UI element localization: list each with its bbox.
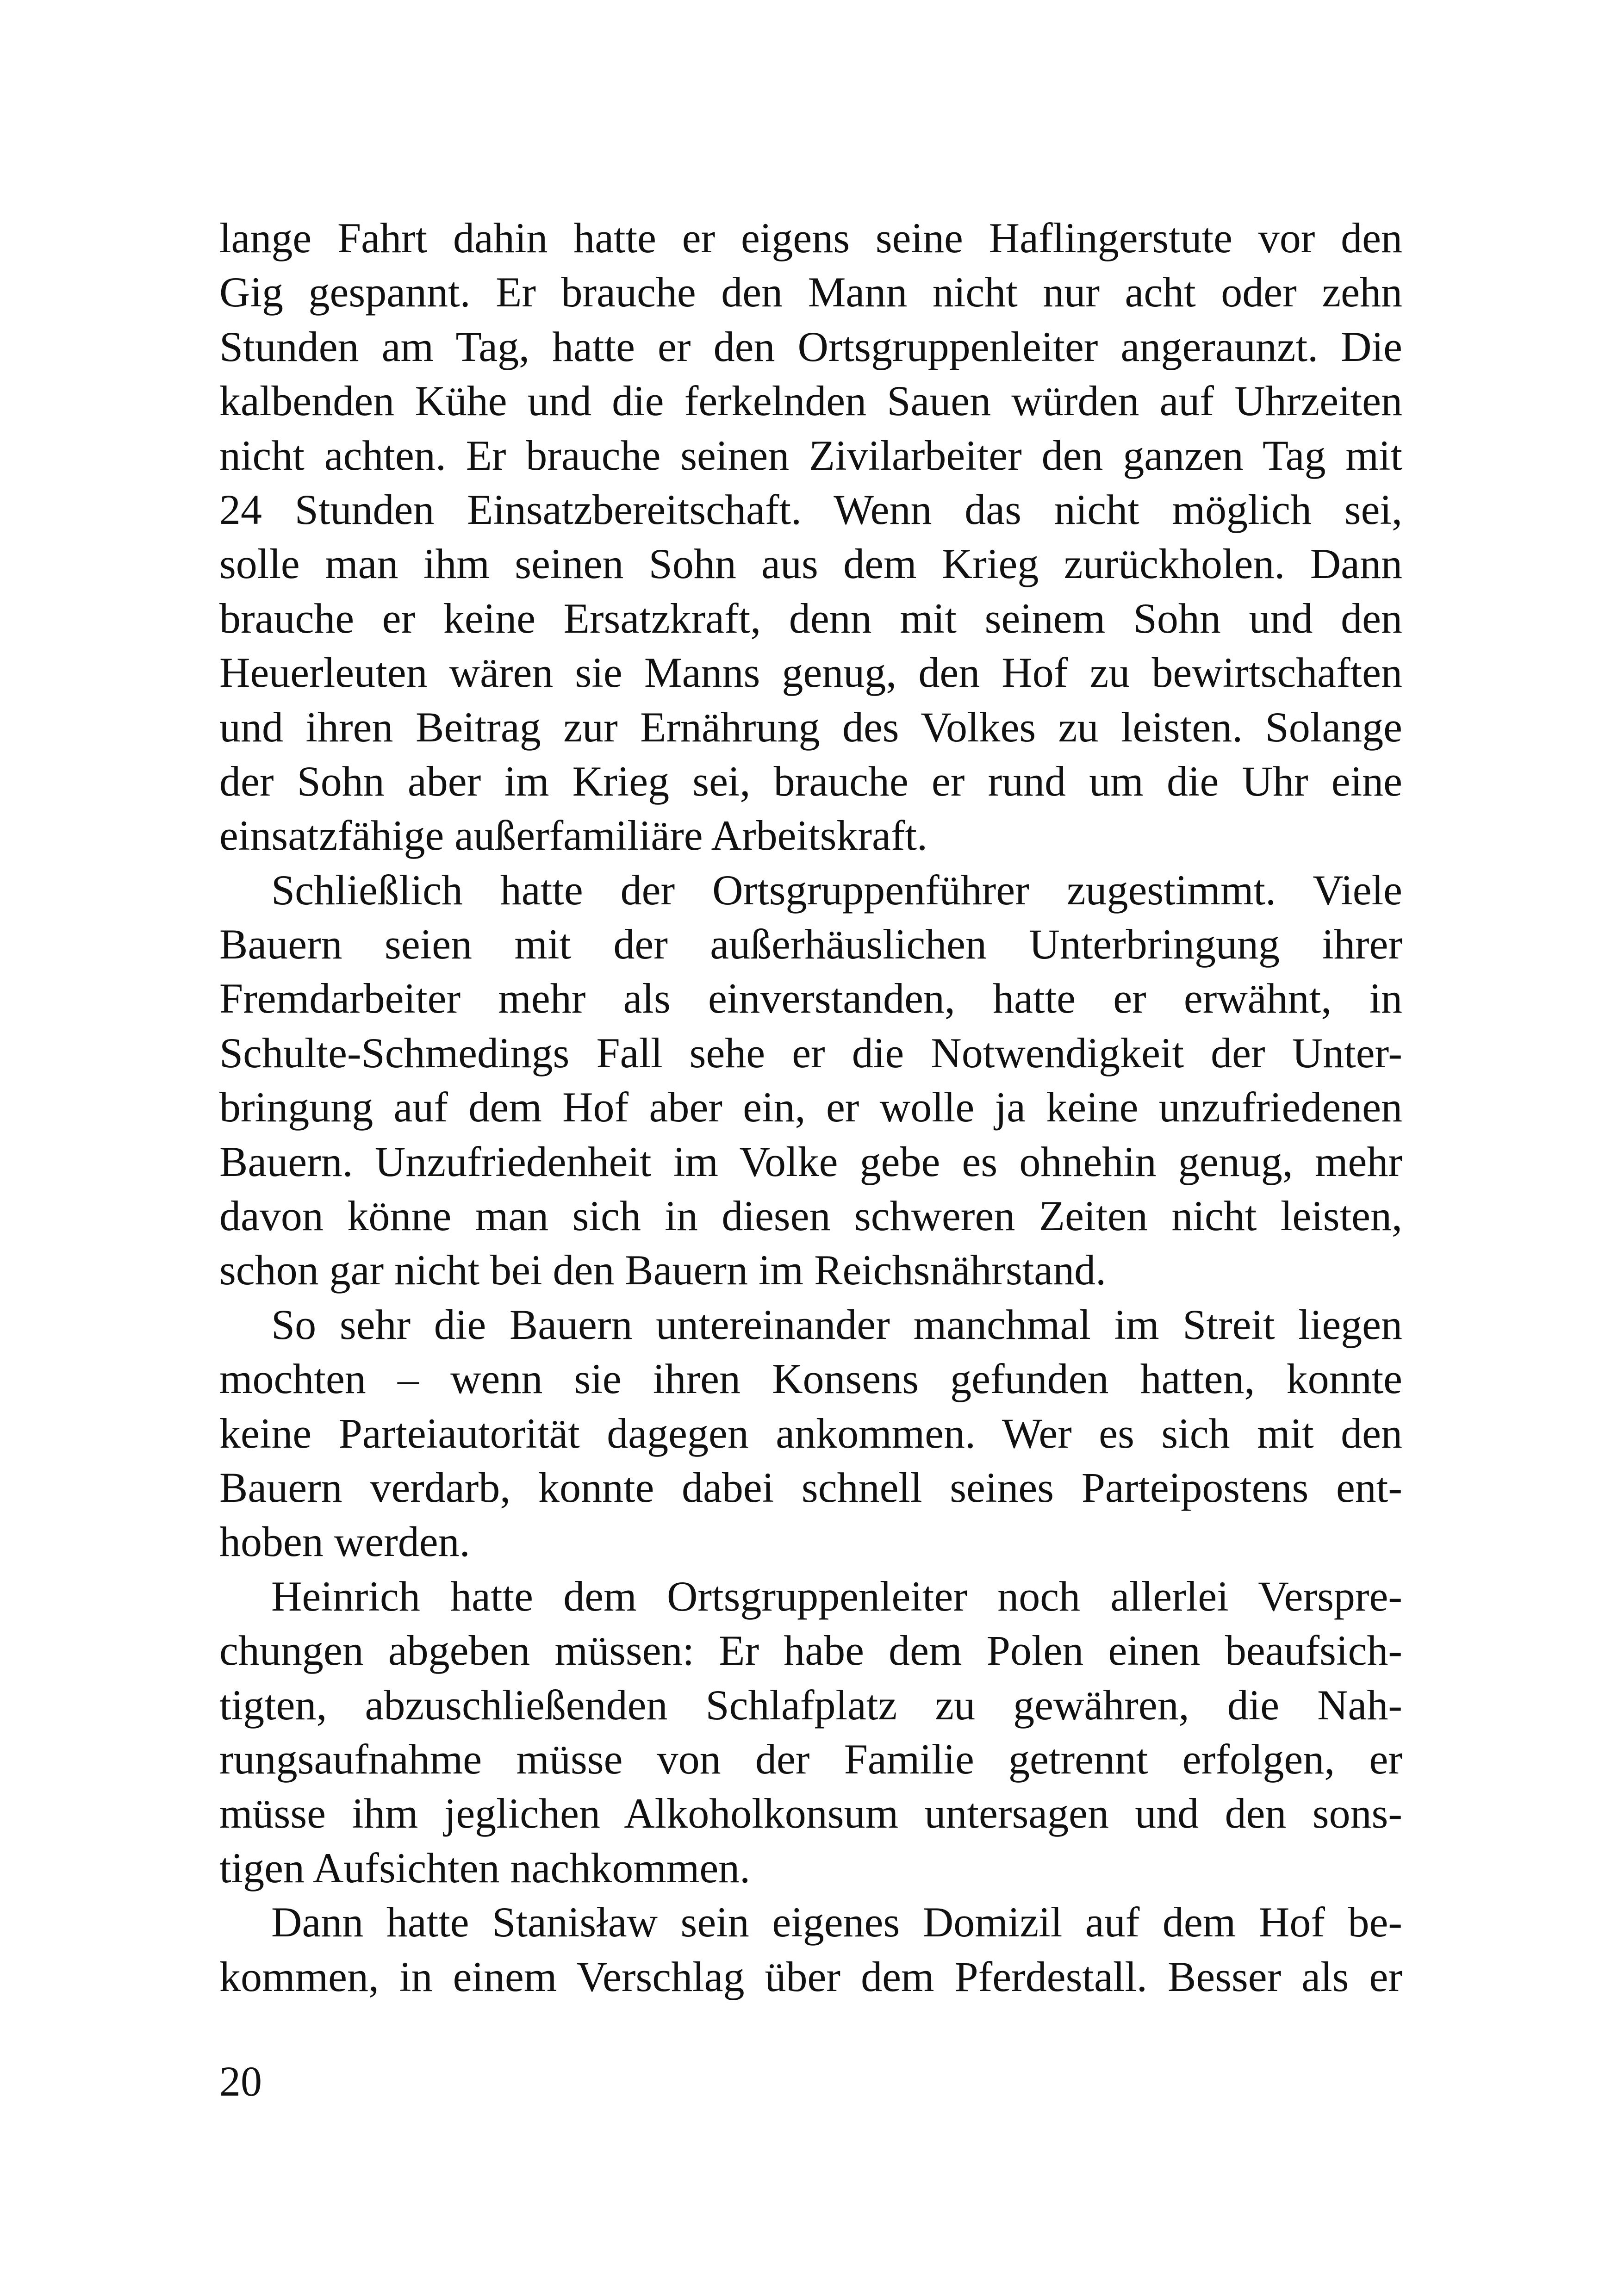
text-line: Heuerleuten wären sie Manns genug, den Hof zu bewirtschaften xyxy=(219,649,1402,697)
text-line: chungen abgeben müssen: Er habe dem Polen einen beaufsich- xyxy=(219,1627,1402,1674)
text-line: kalbenden Kühe und die ferkelnden Sauen würden auf Uhrzeiten xyxy=(219,377,1402,425)
text-line: 24 Stunden Einsatzbereitschaft. Wenn das nicht möglich sei, xyxy=(219,485,1402,533)
text-line: rungsaufnahme müsse von der Familie getrennt erfolgen, er xyxy=(219,1735,1402,1783)
text-line: solle man ihm seinen Sohn aus dem Krieg zurückholen. Dann xyxy=(219,540,1402,588)
text-line: nicht achten. Er brauche seinen Zivilarbeiter den ganzen Tag mit xyxy=(219,431,1402,479)
text-line: Gig gespannt. Er brauche den Mann nicht nur acht oder zehn xyxy=(219,268,1402,316)
text-line: einsatzfähige außerfamiliäre Arbeitskraft. xyxy=(219,812,928,859)
text-line: Dann hatte Stanisław sein eigenes Domizil auf dem Hof be- xyxy=(271,1898,1402,1946)
text-line: Bauern. Unzufriedenheit im Volke gebe es ohnehin genug, mehr xyxy=(219,1138,1402,1185)
text-line: müsse ihm jeglichen Alkoholkonsum untersagen und den sons- xyxy=(219,1790,1402,1837)
text-line: tigten, abzuschließenden Schlafplatz zu gewähren, die Nah- xyxy=(219,1681,1402,1729)
text-line: und ihren Beitrag zur Ernährung des Volkes zu leisten. Solange xyxy=(219,703,1402,751)
text-line: der Sohn aber im Krieg sei, brauche er rund um die Uhr eine xyxy=(219,757,1402,805)
text-line: kommen, in einem Verschlag über dem Pferdestall. Besser als er xyxy=(219,1953,1402,2000)
text-line: bringung auf dem Hof aber ein, er wolle ja keine unzufriedenen xyxy=(219,1083,1402,1131)
text-line: Fremdarbeiter mehr als einverstanden, hatte er erwähnt, in xyxy=(219,975,1402,1022)
text-line: Bauern seien mit der außerhäuslichen Unterbringung ihrer xyxy=(219,921,1402,968)
text-line: Bauern verdarb, konnte dabei schnell seines Parteipostens ent- xyxy=(219,1463,1402,1511)
paragraph xyxy=(219,1895,1402,2004)
text-line: lange Fahrt dahin hatte er eigens seine Haflingerstute vor den xyxy=(219,214,1402,261)
body-text xyxy=(219,211,1402,2004)
text-line: schon gar nicht bei den Bauern im Reichsnährstand. xyxy=(219,1246,1107,1294)
text-line: mochten – wenn sie ihren Konsens gefunden hatten, konnte xyxy=(219,1355,1402,1403)
text-line: tigen Aufsichten nachkommen. xyxy=(219,1844,751,1892)
paragraph xyxy=(219,1569,1402,1895)
paragraph xyxy=(219,863,1402,1298)
text-line: Heinrich hatte dem Ortsgruppenleiter noch allerlei Verspre- xyxy=(271,1572,1402,1620)
paragraph xyxy=(219,1298,1402,1569)
paragraph xyxy=(219,211,1402,863)
text-line: keine Parteiautorität dagegen ankommen. Wer es sich mit den xyxy=(219,1409,1402,1457)
text-line: brauche er keine Ersatzkraft, denn mit seinem Sohn und den xyxy=(219,594,1402,642)
text-line: davon könne man sich in diesen schweren Zeiten nicht leisten, xyxy=(219,1192,1402,1240)
text-line: Schulte-Schmedings Fall sehe er die Notwendigkeit der Unter- xyxy=(219,1029,1402,1076)
text-line: Schließlich hatte der Ortsgruppenführer zugestimmt. Viele xyxy=(271,866,1402,914)
text-line: hoben werden. xyxy=(219,1518,470,1566)
page-number: 20 xyxy=(219,2058,262,2105)
text-line: Stunden am Tag, hatte er den Ortsgruppenleiter angeraunzt. Die xyxy=(219,323,1402,370)
text-line: So sehr die Bauern untereinander manchmal im Streit liegen xyxy=(271,1300,1402,1348)
